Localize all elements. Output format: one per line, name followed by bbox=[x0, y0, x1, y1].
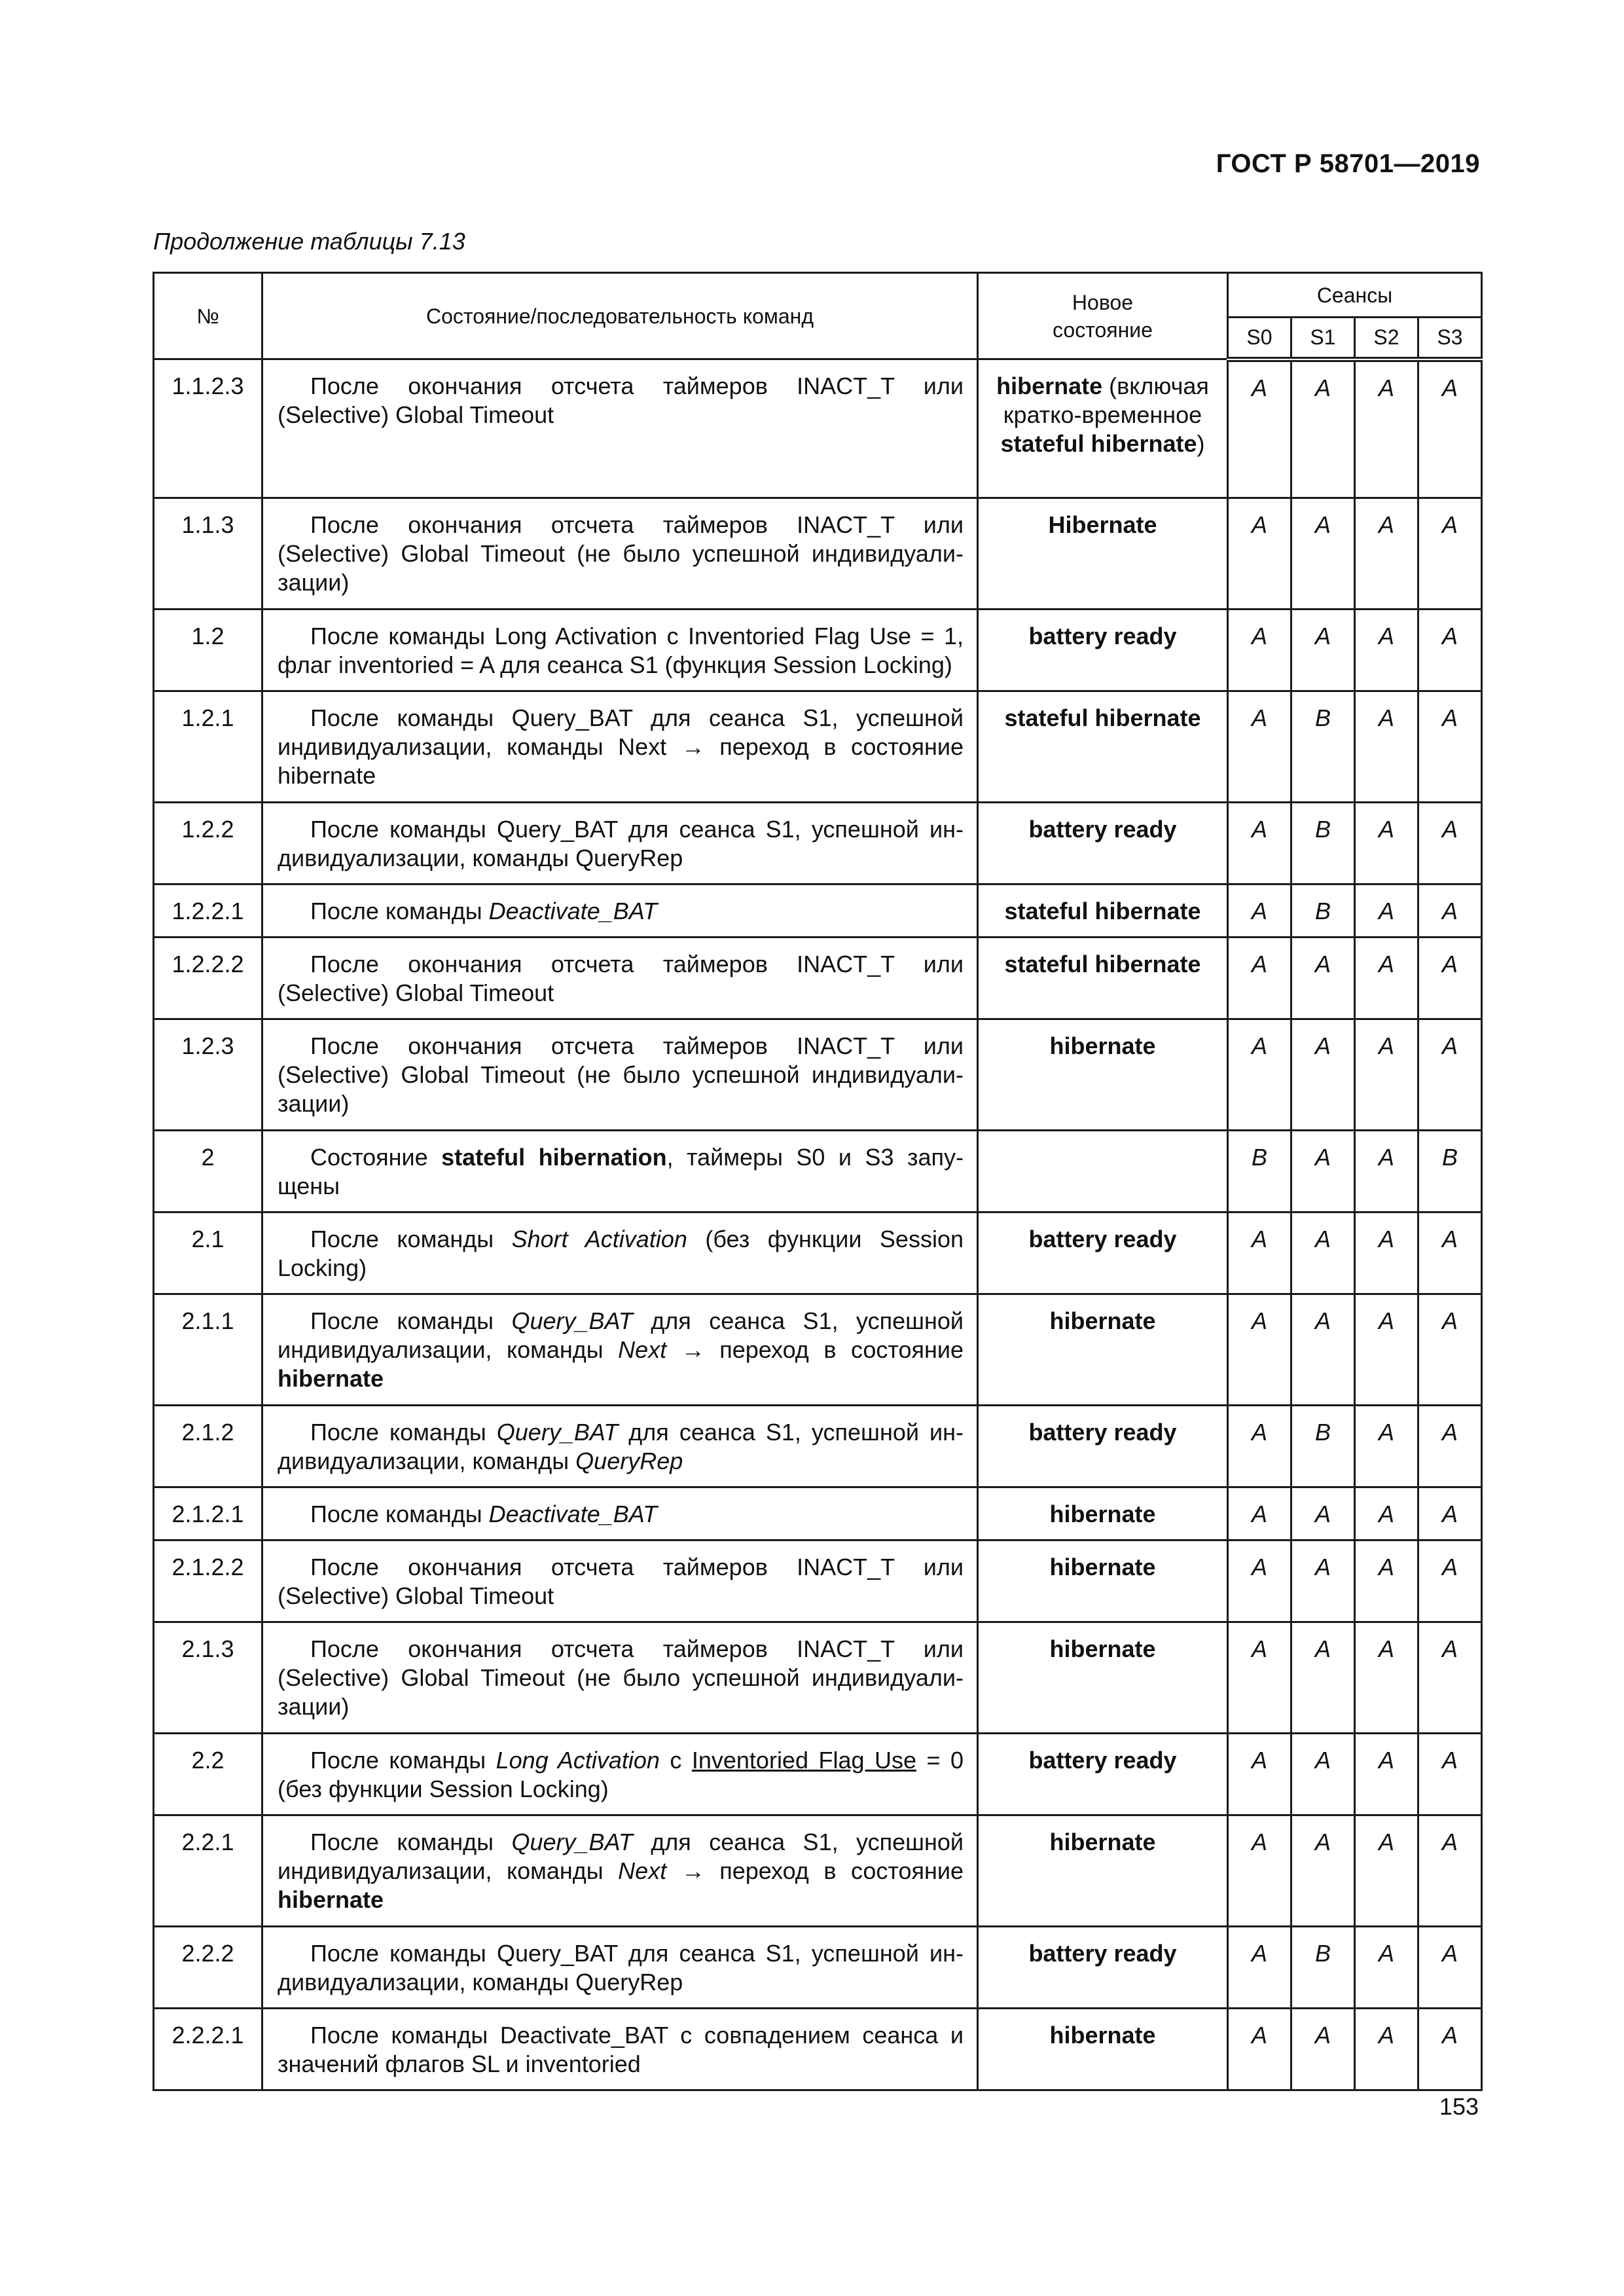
session-s0-value: A bbox=[1228, 610, 1291, 691]
new-state-line1: Новое bbox=[1072, 290, 1134, 314]
session-s0-value: A bbox=[1228, 1406, 1291, 1487]
column-header-new-state bbox=[978, 273, 1228, 359]
description-segment: Deactivate_BAT bbox=[488, 898, 658, 924]
description-segment: После окончания отсчета таймеров INACT_T или (Selective) Global Timeout (не было успешной индивидуали-зации) bbox=[278, 511, 964, 596]
description-segment: После окончания отсчета таймеров INACT_T или (Selective) Global Timeout (не было успешной индивидуали-зации) bbox=[278, 1032, 964, 1117]
column-header-number: № bbox=[154, 273, 262, 359]
description-segment: hibernate bbox=[278, 1886, 384, 1913]
row-new-state bbox=[978, 691, 1228, 803]
row-number: 1.2.1 bbox=[154, 691, 262, 803]
description-segment: После окончания отсчета таймеров INACT_T или (Selective) Global Timeout bbox=[278, 373, 964, 428]
row-description bbox=[262, 1622, 978, 1734]
row-description bbox=[262, 1815, 978, 1927]
row-description-text bbox=[278, 2021, 964, 2079]
session-s2-value: A bbox=[1355, 610, 1418, 691]
session-s1-value: A bbox=[1291, 1734, 1355, 1815]
session-s0-value: A bbox=[1228, 1815, 1291, 1927]
row-description bbox=[262, 884, 978, 938]
description-segment: После команды Query_BAT для сеанса S1, успешной ин-дивидуализации, команды QueryRep bbox=[278, 1940, 964, 1995]
description-segment: = 0 (без функции Session Locking) bbox=[278, 1747, 964, 1802]
session-s3-value: A bbox=[1418, 2009, 1482, 2090]
row-new-state bbox=[978, 610, 1228, 691]
session-s3-value: A bbox=[1418, 691, 1482, 803]
session-s2-value: A bbox=[1355, 1294, 1418, 1406]
session-s3-value: A bbox=[1418, 1815, 1482, 1927]
session-s0-value: A bbox=[1228, 1622, 1291, 1734]
table-caption: Продолжение таблицы 7.13 bbox=[153, 228, 465, 255]
table-row bbox=[154, 1406, 1482, 1487]
description-segment: После команды Query_BAT для сеанса S1, успешной ин-дивидуализации, команды QueryRep bbox=[278, 816, 964, 871]
session-s1-value: A bbox=[1291, 1294, 1355, 1406]
row-description-text bbox=[278, 815, 964, 873]
session-s2-value: A bbox=[1355, 1734, 1418, 1815]
session-s3-value: A bbox=[1418, 1294, 1482, 1406]
description-segment: После команды bbox=[310, 1226, 512, 1252]
session-s2-value: A bbox=[1355, 1131, 1418, 1212]
column-header-sessions: Сеансы bbox=[1228, 273, 1482, 318]
row-number: 1.2.2 bbox=[154, 803, 262, 884]
row-description-text bbox=[278, 1225, 964, 1283]
session-s2-value: A bbox=[1355, 691, 1418, 803]
session-s1-value: B bbox=[1291, 1406, 1355, 1487]
table-row bbox=[154, 938, 1482, 1019]
session-s2-value: A bbox=[1355, 1815, 1418, 1927]
row-number: 1.2 bbox=[154, 610, 262, 691]
row-description bbox=[262, 1019, 978, 1131]
state-segment: stateful hibernate bbox=[1004, 951, 1201, 977]
session-s3-value: A bbox=[1418, 1019, 1482, 1131]
row-number: 2.1.2.1 bbox=[154, 1487, 262, 1540]
row-new-state bbox=[978, 1815, 1228, 1927]
row-description-text bbox=[278, 1500, 964, 1529]
session-s0-value: A bbox=[1228, 1487, 1291, 1540]
row-description-text bbox=[278, 622, 964, 680]
session-s0-value: A bbox=[1228, 884, 1291, 938]
state-segment: hibernate bbox=[1049, 1829, 1156, 1855]
row-number: 2.2.2.1 bbox=[154, 2009, 262, 2090]
description-segment: После команды bbox=[310, 1747, 496, 1774]
session-s3-value: A bbox=[1418, 1927, 1482, 2009]
table-body bbox=[154, 359, 1482, 2090]
row-description-text bbox=[278, 1418, 964, 1476]
state-segment: hibernate bbox=[1049, 1501, 1156, 1527]
row-new-state bbox=[978, 1487, 1228, 1540]
table-row bbox=[154, 884, 1482, 938]
session-s0-value: A bbox=[1228, 1540, 1291, 1622]
session-s3-value: A bbox=[1418, 610, 1482, 691]
session-s2-value: A bbox=[1355, 1927, 1418, 2009]
row-new-state bbox=[978, 1927, 1228, 2009]
description-segment: После команды Long Activation с Inventoried Flag Use = 1, флаг inventoried = A для сеанса S1 (функция Session Locking) bbox=[278, 623, 964, 678]
session-s3-value: A bbox=[1418, 803, 1482, 884]
state-segment: hibernate bbox=[1049, 2022, 1156, 2049]
row-description bbox=[262, 498, 978, 610]
row-description-text bbox=[278, 1307, 964, 1393]
description-segment: Short Activation bbox=[511, 1226, 687, 1252]
row-number: 2.1.1 bbox=[154, 1294, 262, 1406]
row-new-state bbox=[978, 359, 1228, 498]
description-segment: После команды Query_BAT для сеанса S1, успешной индивидуализации, команды Next → переход в состояние hibernate bbox=[278, 704, 964, 789]
description-segment: , таймеры S0 и S3 запу-щены bbox=[278, 1144, 964, 1199]
table-row bbox=[154, 1622, 1482, 1734]
table-row bbox=[154, 1540, 1482, 1622]
row-new-state bbox=[978, 1540, 1228, 1622]
session-s0-value: A bbox=[1228, 1212, 1291, 1294]
row-new-state bbox=[978, 1019, 1228, 1131]
row-number: 1.2.3 bbox=[154, 1019, 262, 1131]
row-new-state bbox=[978, 498, 1228, 610]
table-row bbox=[154, 610, 1482, 691]
session-s3-value: A bbox=[1418, 498, 1482, 610]
description-segment: Deactivate_BAT bbox=[488, 1501, 658, 1527]
session-s3-value: A bbox=[1418, 1734, 1482, 1815]
column-header-s3: S3 bbox=[1418, 318, 1482, 359]
row-description-text bbox=[278, 704, 964, 790]
table-row bbox=[154, 691, 1482, 803]
table-row bbox=[154, 1487, 1482, 1540]
session-s1-value: A bbox=[1291, 498, 1355, 610]
session-s1-value: B bbox=[1291, 803, 1355, 884]
row-description-text bbox=[278, 1939, 964, 1997]
row-description-text bbox=[278, 511, 964, 597]
row-description bbox=[262, 938, 978, 1019]
row-new-state bbox=[978, 803, 1228, 884]
session-s1-value: A bbox=[1291, 359, 1355, 498]
description-segment: После команды bbox=[310, 1307, 512, 1334]
row-description bbox=[262, 2009, 978, 2090]
session-s0-value: A bbox=[1228, 359, 1291, 498]
row-description bbox=[262, 1294, 978, 1406]
description-segment: → переход в состояние bbox=[666, 1857, 964, 1884]
session-s2-value: A bbox=[1355, 1406, 1418, 1487]
description-segment: для сеанса S1, успешной индивидуализации, команды bbox=[278, 1829, 964, 1884]
state-segment: battery ready bbox=[1028, 1226, 1177, 1252]
row-number: 2 bbox=[154, 1131, 262, 1212]
row-description bbox=[262, 1487, 978, 1540]
state-segment: Hibernate bbox=[1048, 511, 1157, 538]
session-s3-value: B bbox=[1418, 1131, 1482, 1212]
session-s0-value: A bbox=[1228, 938, 1291, 1019]
description-segment: После окончания отсчета таймеров INACT_T или (Selective) Global Timeout bbox=[278, 951, 964, 1006]
state-segment: battery ready bbox=[1028, 816, 1177, 843]
session-s2-value: A bbox=[1355, 1622, 1418, 1734]
description-segment: Состояние bbox=[310, 1144, 442, 1171]
description-segment: → переход в состояние bbox=[666, 1336, 964, 1363]
session-s1-value: A bbox=[1291, 1815, 1355, 1927]
session-s0-value: A bbox=[1228, 1294, 1291, 1406]
session-s2-value: A bbox=[1355, 498, 1418, 610]
row-number: 1.2.2.2 bbox=[154, 938, 262, 1019]
session-s2-value: A bbox=[1355, 938, 1418, 1019]
row-description-text bbox=[278, 950, 964, 1008]
session-s0-value: A bbox=[1228, 498, 1291, 610]
table-row bbox=[154, 1294, 1482, 1406]
description-segment: с bbox=[659, 1747, 692, 1774]
session-s3-value: A bbox=[1418, 884, 1482, 938]
page-number: 153 bbox=[1439, 2093, 1479, 2120]
row-new-state bbox=[978, 1734, 1228, 1815]
session-s0-value: A bbox=[1228, 691, 1291, 803]
row-number: 2.2.1 bbox=[154, 1815, 262, 1927]
session-s0-value: A bbox=[1228, 803, 1291, 884]
state-segment: hibernate bbox=[1049, 1635, 1156, 1662]
row-new-state bbox=[978, 1622, 1228, 1734]
table-row bbox=[154, 1815, 1482, 1927]
row-number: 2.1.3 bbox=[154, 1622, 262, 1734]
row-description-text bbox=[278, 372, 964, 429]
description-segment: Query_BAT bbox=[511, 1307, 633, 1334]
table-row bbox=[154, 803, 1482, 884]
row-number: 2.1.2.2 bbox=[154, 1540, 262, 1622]
description-segment: После команды bbox=[310, 1419, 497, 1446]
row-description bbox=[262, 1212, 978, 1294]
description-segment: Next bbox=[618, 1336, 667, 1363]
table-row bbox=[154, 1131, 1482, 1212]
session-s1-value: A bbox=[1291, 938, 1355, 1019]
session-s0-value: A bbox=[1228, 2009, 1291, 2090]
session-s2-value: A bbox=[1355, 1540, 1418, 1622]
row-description-text bbox=[278, 897, 964, 926]
table-row bbox=[154, 1927, 1482, 2009]
row-description bbox=[262, 691, 978, 803]
description-segment: После команды bbox=[310, 898, 489, 924]
row-description bbox=[262, 1734, 978, 1815]
row-new-state bbox=[978, 1294, 1228, 1406]
table-row bbox=[154, 1212, 1482, 1294]
row-description-text bbox=[278, 1746, 964, 1804]
session-s3-value: A bbox=[1418, 1540, 1482, 1622]
session-s2-value: A bbox=[1355, 803, 1418, 884]
state-segment: battery ready bbox=[1028, 623, 1177, 649]
description-segment: Next bbox=[618, 1857, 667, 1884]
description-segment: После окончания отсчета таймеров INACT_T или (Selective) Global Timeout bbox=[278, 1554, 964, 1609]
description-segment: для сеанса S1, успешной ин-дивидуализации, команды bbox=[278, 1419, 964, 1474]
state-segment: hibernate bbox=[1049, 1032, 1156, 1059]
row-number: 2.2 bbox=[154, 1734, 262, 1815]
description-segment: для сеанса S1, успешной индивидуализации, команды bbox=[278, 1307, 964, 1363]
row-number: 1.1.2.3 bbox=[154, 359, 262, 498]
session-s2-value: A bbox=[1355, 1212, 1418, 1294]
session-s2-value: A bbox=[1355, 359, 1418, 498]
row-description bbox=[262, 1927, 978, 2009]
session-s1-value: A bbox=[1291, 610, 1355, 691]
session-s1-value: A bbox=[1291, 2009, 1355, 2090]
row-description-text bbox=[278, 1032, 964, 1118]
row-description-text bbox=[278, 1635, 964, 1721]
description-segment: Inventoried Flag Use bbox=[691, 1747, 916, 1774]
session-s0-value: A bbox=[1228, 1734, 1291, 1815]
session-s2-value: A bbox=[1355, 884, 1418, 938]
column-header-sequence: Состояние/последовательность команд bbox=[262, 273, 978, 359]
state-segment: stateful hibernate bbox=[1000, 430, 1197, 457]
description-segment: stateful hibernation bbox=[441, 1144, 667, 1171]
state-segment: hibernate bbox=[996, 373, 1103, 399]
state-table bbox=[153, 272, 1483, 2091]
row-new-state bbox=[978, 1131, 1228, 1212]
column-header-s2: S2 bbox=[1355, 318, 1418, 359]
session-s0-value: A bbox=[1228, 1019, 1291, 1131]
session-s3-value: A bbox=[1418, 1406, 1482, 1487]
row-new-state bbox=[978, 1212, 1228, 1294]
session-s1-value: A bbox=[1291, 1540, 1355, 1622]
row-new-state bbox=[978, 2009, 1228, 2090]
description-segment: hibernate bbox=[278, 1365, 384, 1392]
state-segment: hibernate bbox=[1049, 1307, 1156, 1334]
table-row bbox=[154, 2009, 1482, 2090]
session-s3-value: A bbox=[1418, 1487, 1482, 1540]
column-header-s1: S1 bbox=[1291, 318, 1355, 359]
document-code: ГОСТ Р 58701—2019 bbox=[1216, 149, 1480, 178]
row-description-text bbox=[278, 1553, 964, 1611]
state-segment: hibernate bbox=[1049, 1554, 1156, 1580]
row-new-state bbox=[978, 938, 1228, 1019]
session-s2-value: A bbox=[1355, 1487, 1418, 1540]
description-segment: После окончания отсчета таймеров INACT_T или (Selective) Global Timeout (не было успешной индивидуали-зации) bbox=[278, 1635, 964, 1720]
row-number: 2.1 bbox=[154, 1212, 262, 1294]
table-row bbox=[154, 1019, 1482, 1131]
row-description-text bbox=[278, 1143, 964, 1201]
session-s1-value: A bbox=[1291, 1622, 1355, 1734]
session-s1-value: A bbox=[1291, 1487, 1355, 1540]
session-s1-value: B bbox=[1291, 1927, 1355, 2009]
session-s3-value: A bbox=[1418, 1622, 1482, 1734]
state-segment: stateful hibernate bbox=[1004, 704, 1201, 731]
description-segment: (без функции Session Locking) bbox=[278, 1226, 964, 1281]
state-segment: battery ready bbox=[1028, 1940, 1177, 1967]
description-segment: После команды Deactivate_BAT с совпадением сеанса и значений флагов SL и inventoried bbox=[278, 2022, 964, 2077]
table-row bbox=[154, 359, 1482, 498]
session-s3-value: A bbox=[1418, 1212, 1482, 1294]
row-number: 1.2.2.1 bbox=[154, 884, 262, 938]
row-description bbox=[262, 359, 978, 498]
session-s1-value: B bbox=[1291, 884, 1355, 938]
state-segment: battery ready bbox=[1028, 1747, 1177, 1774]
description-segment: QueryRep bbox=[575, 1448, 683, 1474]
row-description-text bbox=[278, 1828, 964, 1914]
state-segment: (включая кратко-временное bbox=[1003, 373, 1209, 428]
row-description bbox=[262, 1406, 978, 1487]
new-state-line2: состояние bbox=[1053, 318, 1153, 342]
description-segment: Long Activation bbox=[496, 1747, 660, 1774]
row-description bbox=[262, 803, 978, 884]
session-s2-value: A bbox=[1355, 2009, 1418, 2090]
session-s0-value: B bbox=[1228, 1131, 1291, 1212]
row-number: 1.1.3 bbox=[154, 498, 262, 610]
session-s3-value: A bbox=[1418, 359, 1482, 498]
row-number: 2.1.2 bbox=[154, 1406, 262, 1487]
row-description bbox=[262, 610, 978, 691]
description-segment: После команды bbox=[310, 1501, 489, 1527]
session-s1-value: A bbox=[1291, 1131, 1355, 1212]
session-s0-value: A bbox=[1228, 1927, 1291, 2009]
session-s1-value: A bbox=[1291, 1019, 1355, 1131]
row-new-state bbox=[978, 884, 1228, 938]
state-segment: stateful hibernate bbox=[1004, 898, 1201, 924]
column-header-s0: S0 bbox=[1228, 318, 1291, 359]
table-row bbox=[154, 498, 1482, 610]
session-s3-value: A bbox=[1418, 938, 1482, 1019]
description-segment: Query_BAT bbox=[496, 1419, 619, 1446]
row-number: 2.2.2 bbox=[154, 1927, 262, 2009]
session-s1-value: B bbox=[1291, 691, 1355, 803]
state-segment: ) bbox=[1197, 430, 1205, 457]
description-segment: Query_BAT bbox=[511, 1829, 633, 1855]
row-new-state bbox=[978, 1406, 1228, 1487]
row-description bbox=[262, 1540, 978, 1622]
session-s1-value: A bbox=[1291, 1212, 1355, 1294]
row-description bbox=[262, 1131, 978, 1212]
state-segment: battery ready bbox=[1028, 1419, 1177, 1446]
table-row bbox=[154, 1734, 1482, 1815]
session-s2-value: A bbox=[1355, 1019, 1418, 1131]
description-segment: После команды bbox=[310, 1829, 512, 1855]
